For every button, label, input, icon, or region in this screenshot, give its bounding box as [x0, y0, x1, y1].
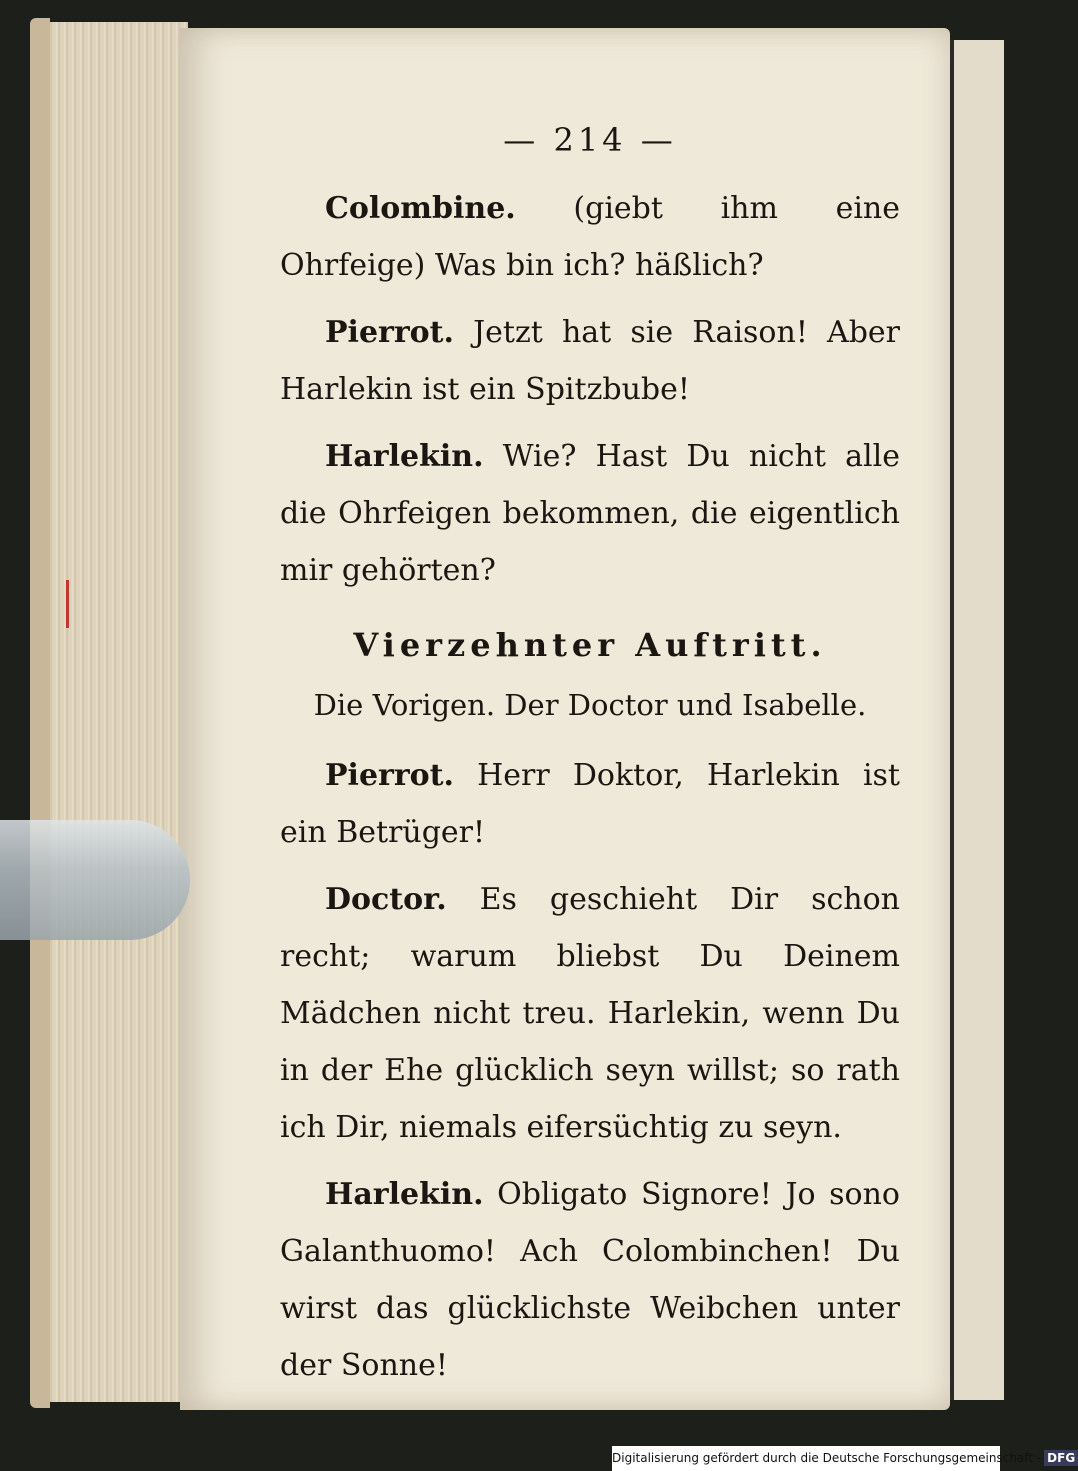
red-bookmark-mark — [66, 580, 69, 628]
speaker-name: Doctor. — [325, 882, 447, 917]
dialogue-paragraph — [280, 747, 900, 861]
dialogue-paragraph — [280, 428, 900, 599]
dialogue-text: Jetzt hat sie Raison! Aber Harlekin ist ein Spitzbube! — [280, 315, 900, 407]
page-text — [280, 120, 900, 1404]
next-page-edge — [950, 40, 1004, 1400]
dialogue-text: (giebt ihm eine Ohrfeige) Was bin ich? häßlich? — [280, 191, 900, 283]
speaker-name: Harlekin. — [325, 439, 484, 474]
dialogue-text: Herr Doktor, Harlekin ist ein Betrüger! — [280, 758, 900, 850]
page-number: — 214 — — [503, 121, 677, 159]
dialogue-paragraph — [280, 304, 900, 418]
dfg-logo: DFG — [1044, 1450, 1078, 1466]
dialogue-paragraph — [280, 180, 900, 294]
dialogue-text: Wie? Hast Du nicht alle die Ohrfeigen bekommen, die eigentlich mir gehörten? — [280, 439, 900, 588]
speaker-name: Pierrot. — [325, 315, 454, 350]
funding-footer — [612, 1446, 1076, 1471]
stage-direction: Die Vorigen. Der Doctor und Isabelle. — [313, 688, 867, 722]
speaker-name: Colombine. — [325, 191, 516, 226]
page-holder-clip — [0, 820, 190, 940]
book-cover-edge — [30, 18, 50, 1408]
speaker-name: Pierrot. — [325, 758, 454, 793]
scene-heading: Vierzehnter Auftritt. — [353, 626, 827, 664]
dialogue-text: Es geschieht Dir schon recht; warum bliebst Du Deinem Mädchen nicht treu. Harlekin, wenn Du in der Ehe glücklich seyn willst; so rath ich Dir, niemals eifersüchtig zu seyn. — [280, 882, 900, 1145]
dialogue-paragraph — [280, 871, 900, 1156]
footer-text: Digitalisierung gefördert durch die Deutsche Forschungsgemeinschaft - — [612, 1451, 1042, 1465]
speaker-name: Harlekin. — [325, 1177, 484, 1212]
dialogue-text: Obligato Signore! Jo sono Galanthuomo! Ach Colombinchen! Du wirst das glücklichste Weibchen unter der Sonne! — [280, 1177, 900, 1383]
dialogue-paragraph — [280, 1166, 900, 1394]
page-stack-edge — [38, 22, 188, 1402]
